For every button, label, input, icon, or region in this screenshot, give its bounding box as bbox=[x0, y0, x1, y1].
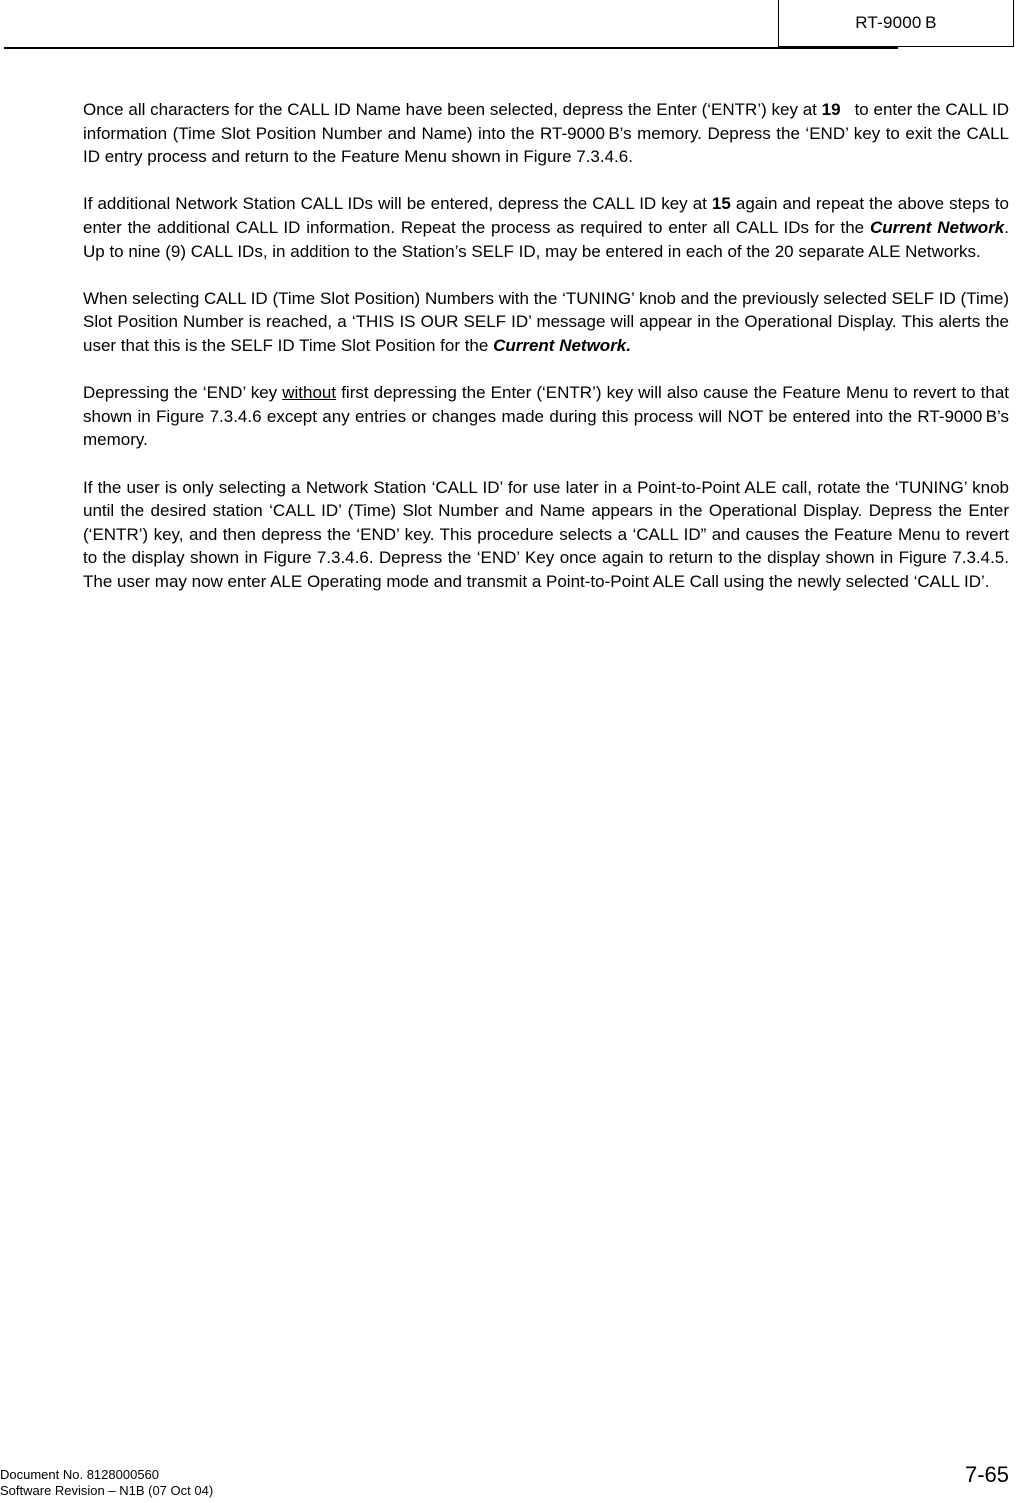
software-revision: Software Revision – N1B (07 Oct 04) bbox=[0, 1483, 214, 1498]
header-rule bbox=[4, 47, 898, 49]
page-number: 7-65 bbox=[964, 1462, 1009, 1487]
without-emphasis: without bbox=[282, 383, 337, 403]
paragraph-1: Once all characters for the CALL ID Name have been selected, depress the Enter (‘ENTR’) key at 19 to enter the CALL ID information (Time Slot Position Number and Name) into the RT-9000 B’s memory. Depress the ‘END’ key to exit the CALL ID entry process and return to the Feature Menu shown in Figure 7.3.4.6. bbox=[83, 100, 1009, 167]
footer-document-info bbox=[0, 1467, 213, 1499]
model-label-box bbox=[778, 0, 1014, 47]
current-network-term: Current Network. bbox=[493, 335, 631, 355]
key-number-19: 19 bbox=[821, 100, 841, 119]
paragraph-4: Depressing the ‘END’ key without first depressing the Enter (‘ENTR’) key will also cause the Feature Menu to revert to that shown in Figure 7.3.4.6 except any entries or changes made during this process will NOT be entered into the RT-9000 B’s memory. bbox=[83, 383, 1009, 450]
document-body bbox=[83, 98, 1009, 617]
paragraph-5: If the user is only selecting a Network Station ‘CALL ID’ for use later in a Point-to-Point ALE call, rotate the ‘TUNING’ knob until the desired station ‘CALL ID’ (Time) Slot Number and Name appears in the Operational Display. Depress the Enter (‘ENTR’) key, and then depress the ‘END’ key. This procedure selects a ‘CALL ID” and causes the Feature Menu to revert to the display shown in Figure 7.3.4.6. Depress the ‘END’ Key once again to return to the display shown in Figure 7.3.4.5. The user may now enter ALE Operating mode and transmit a Point-to-Point ALE Call using the newly selected ‘CALL ID’. bbox=[83, 477, 1009, 591]
document-number: Document No. 8128000560 bbox=[0, 1467, 160, 1482]
model-label: RT-9000 B bbox=[855, 13, 937, 32]
key-number-15: 15 bbox=[711, 194, 731, 214]
paragraph-2: If additional Network Station CALL IDs will be entered, depress the CALL ID key at 15 again and repeat the above steps to enter the additional CALL ID information. Repeat the process as required to enter all CALL IDs for the Current Network. Up to nine (9) CALL IDs, in addition to the Station’s SELF ID, may be entered in each of the 20 separate ALE Networks. bbox=[83, 194, 1009, 261]
paragraph-3: When selecting CALL ID (Time Slot Position) Numbers with the ‘TUNING’ knob and the previously selected SELF ID (Time) Slot Position Number is reached, a ‘THIS IS OUR SELF ID’ message will appear in the Operational Display. This alerts the user that this is the SELF ID Time Slot Position for the Current Network. bbox=[83, 288, 1009, 355]
current-network-term: Current Network bbox=[869, 217, 1005, 237]
